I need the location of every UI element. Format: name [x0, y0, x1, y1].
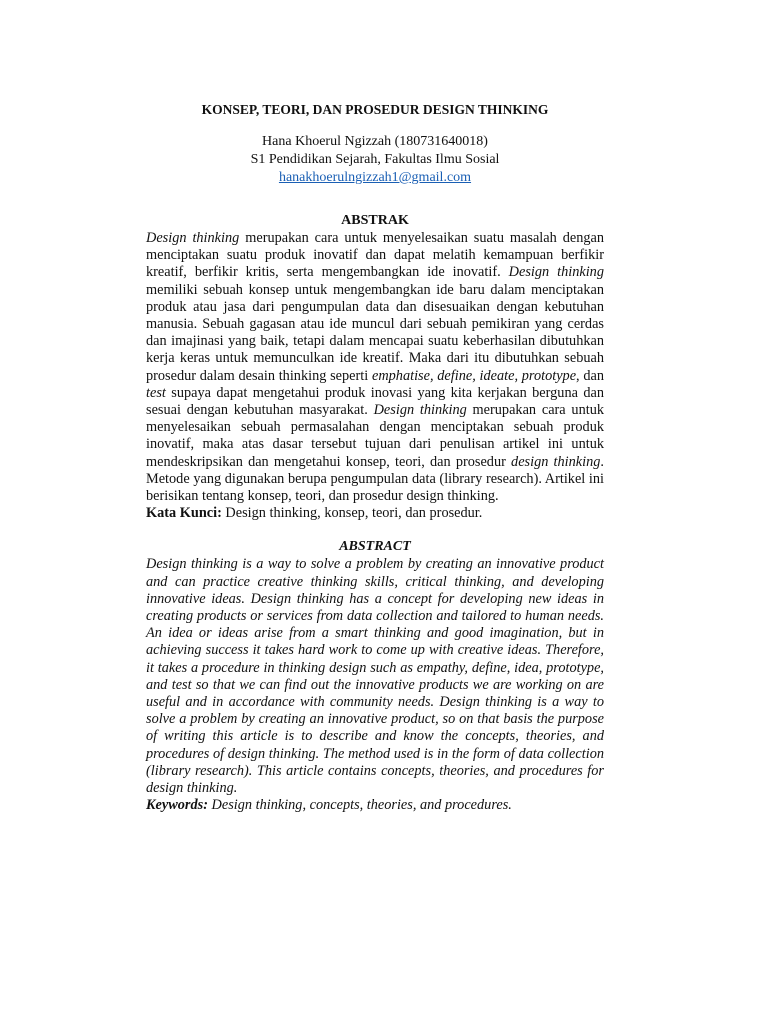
abstrak-keywords-label: Kata Kunci: — [146, 505, 222, 522]
paper-title: KONSEP, TEORI, DAN PROSEDUR DESIGN THINKING — [201, 102, 549, 117]
abstract-heading: ABSTRACT — [339, 539, 411, 555]
abstrak-segment: Design thinking — [146, 230, 240, 246]
abstrak-segment: merupakan cara untuk menyelesaikan suatu masalah dengan menciptakan suatu produk inovatif dan dapat melatih kemampuan berfikir kreatif, berfikir kritis, serta mengembangkan ide inovatif. — [146, 230, 604, 281]
abstrak-segment: Design thinking — [373, 402, 467, 419]
abstract-keywords-label: Keywords: — [146, 797, 208, 814]
abstrak-segment: test — [146, 384, 166, 401]
abstrak-segment: merupakan cara untuk menyelesaikan sebuah permasalahan dengan menciptakan sebuah produk inovatif, maka atas dasar tersebut tujuan dari penulisan artikel ini untuk mendeskripsikan dan mengetahui konsep, teori, dan prosedur — [146, 402, 605, 470]
abstract-keywords-text: Design thinking, concepts, theories, and procedures. — [207, 797, 512, 814]
abstrak-segment: . Metode yang digunakan berupa pengumpulan data (library research). Artikel ini berisikan tentang konsep, teori, dan prosedur design thinking. — [146, 453, 604, 505]
abstrak-segment: supaya dapat mengetahui produk inovasi yang kita kerjakan berguna dan sesuai dengan kebutuhan masyarakat. — [146, 384, 604, 419]
abstract-paragraph: Design thinking is a way to solve a problem by creating an innovative product and can practice creative thinking skills, critical thinking, and developing innovative ideas. Design thinking has a concept for developing new ideas in creating products or services from data collection and tailored to human needs. An idea or ideas arise from a smart thinking and good imagination, but in achieving success it takes hard work to come up with creative ideas. Therefore, it takes a procedure in thinking design such as empathy, define, idea, prototype, and test so that we can find out the innovative products we are working on are useful and in accordance with community needs. Design thinking is a way to solve a problem by creating an innovative product, so on that basis the purpose of writing this article is to describe and know the concepts, theories, and procedures of design thinking. The method used is in the form of data collection (library research). This article contains concepts, theories, and procedures for design thinking. — [146, 556, 604, 797]
abstract-keywords — [146, 797, 604, 814]
author-affiliation: S1 Pendidikan Sejarah, Fakultas Ilmu Sosial — [250, 152, 500, 167]
abstrak-keywords — [146, 505, 604, 522]
abstrak-segment: memiliki sebuah konsep untuk mengembangkan ide baru dalam menciptakan produk atau jasa dari pengumpulan data dan disesuaikan dengan kebutuhan manusia. Sebuah gagasan atau ide muncul dari sebuah pemikiran yang cerdas dan imajinasi yang baik, tetapi dalam mencapai suatu keberhasilan dibutuhkan kerja keras untuk memunculkan ide kreatif. Maka dari itu dibutuhkan sebuah prosedur dalam desain thinking seperti — [146, 281, 604, 384]
abstrak-paragraph — [146, 230, 604, 505]
author-email-link[interactable]: hanakhoerulngizzah1@gmail.com — [278, 170, 472, 185]
abstrak-heading: ABSTRAK — [341, 213, 409, 228]
abstrak-keywords-text: Design thinking, konsep, teori, dan prosedur. — [221, 505, 483, 522]
abstrak-segment: design thinking — [511, 453, 601, 470]
page-content — [146, 101, 604, 815]
abstrak-segment: Design thinking — [508, 264, 604, 281]
abstrak-segment: emphatise, define, ideate, prototype — [371, 367, 577, 384]
author-email-line — [146, 169, 604, 187]
abstrak-segment: , dan — [576, 367, 605, 384]
author-name: Hana Khoerul Ngizzah (180731640018) — [262, 134, 488, 149]
